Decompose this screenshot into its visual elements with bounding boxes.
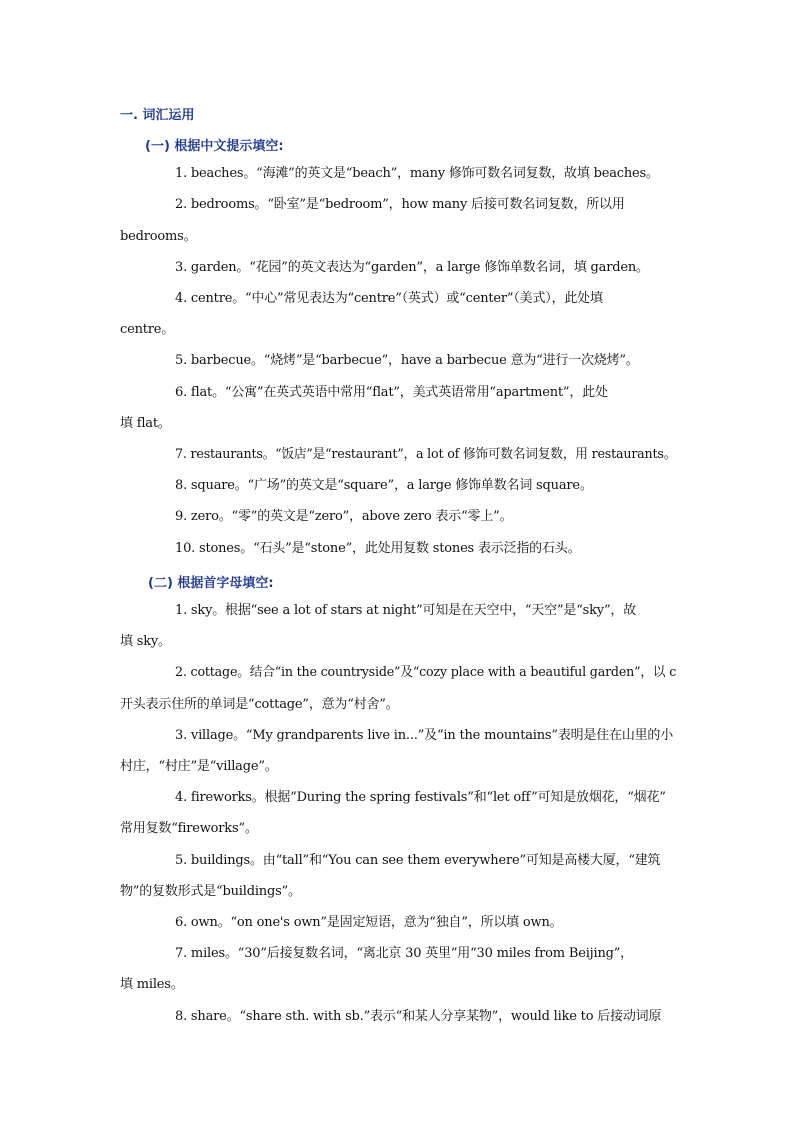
part2-item-7-cont: 填 miles。 bbox=[120, 977, 184, 992]
part2-item-3: 3. village。“My grandparents live in...”及“in the mountains”表明是住在山里的小 bbox=[175, 728, 674, 743]
part2-item-1-cont: 填 sky。 bbox=[120, 634, 171, 649]
part2-item-7: 7. miles。“30”后接复数名词，“离北京 30 英里”用“30 miles from Beijing”， bbox=[175, 946, 633, 961]
part1-item-5: 5. barbecue。“烧烤”是“barbecue”，have a barbecue 意为“进行一次烧烤”。 bbox=[175, 353, 639, 368]
part2-item-2-cont: 开头表示住所的单词是“cottage”，意为“村舍”。 bbox=[120, 697, 399, 712]
part1-item-4: 4. centre。“中心”常见表达为“centre”（英式）或“center”（美式），此处填 bbox=[175, 291, 603, 306]
part2-item-8: 8. share。“share sth. with sb.”表示“和某人分享某物”，would like to 后接动词原 bbox=[175, 1009, 662, 1024]
part2-title: (二) 根据首字母填空: bbox=[148, 576, 274, 591]
part1-item-9: 9. zero。“零”的英文是“zero”，above zero 表示“零上”。 bbox=[175, 509, 513, 524]
part1-item-10: 10. stones。“石头”是“stone”，此处用复数 stones 表示泛指的石头。 bbox=[175, 541, 581, 556]
part1-item-2: 2. bedrooms。“卧室”是“bedroom”，how many 后接可数名词复数，所以用 bbox=[175, 197, 625, 212]
part2-item-1: 1. sky。根据“see a lot of stars at night”可知是在天空中，“天空”是“sky”，故 bbox=[175, 603, 637, 618]
part1-item-3: 3. garden。“花园”的英文表达为“garden”，a large 修饰单数名词，填 garden。 bbox=[175, 260, 649, 275]
part2-item-2: 2. cottage。结合“in the countryside”及“cozy place with a beautiful garden”，以 c bbox=[175, 665, 677, 680]
part1-title: (一) 根据中文提示填空: bbox=[145, 139, 284, 154]
part1-item-6-cont: 填 flat。 bbox=[120, 416, 171, 431]
part1-item-8: 8. square。“广场”的英文是“square”，a large 修饰单数名词 square。 bbox=[175, 478, 593, 493]
part2-item-3-cont: 村庄，“村庄”是“village”。 bbox=[120, 759, 278, 774]
part1-item-2-cont: bedrooms。 bbox=[120, 229, 197, 244]
part2-item-6: 6. own。“on one's own”是固定短语，意为“独自”，所以填 own。 bbox=[175, 915, 563, 930]
section-title: 一. 词汇运用 bbox=[120, 108, 195, 123]
part2-item-4-cont: 常用复数“fireworks”。 bbox=[120, 821, 258, 836]
part2-item-4: 4. fireworks。根据“During the spring festivals”和“let off”可知是放烟花，“烟花” bbox=[175, 790, 666, 805]
part1-item-6: 6. flat。“公寓”在英式英语中常用“flat”，美式英语常用“apartment”，此处 bbox=[175, 385, 608, 400]
part1-item-7: 7. restaurants。“饭店”是“restaurant”，a lot of 修饰可数名词复数，用 restaurants。 bbox=[175, 447, 677, 462]
part2-item-5-cont: 物”的复数形式是“buildings”。 bbox=[120, 884, 301, 899]
part1-item-1: 1. beaches。“海滩”的英文是“beach”，many 修饰可数名词复数，故填 beaches。 bbox=[175, 166, 659, 181]
part2-item-5: 5. buildings。由“tall”和“You can see them everywhere”可知是高楼大厦，“建筑 bbox=[175, 853, 661, 868]
part1-item-4-cont: centre。 bbox=[120, 322, 175, 337]
